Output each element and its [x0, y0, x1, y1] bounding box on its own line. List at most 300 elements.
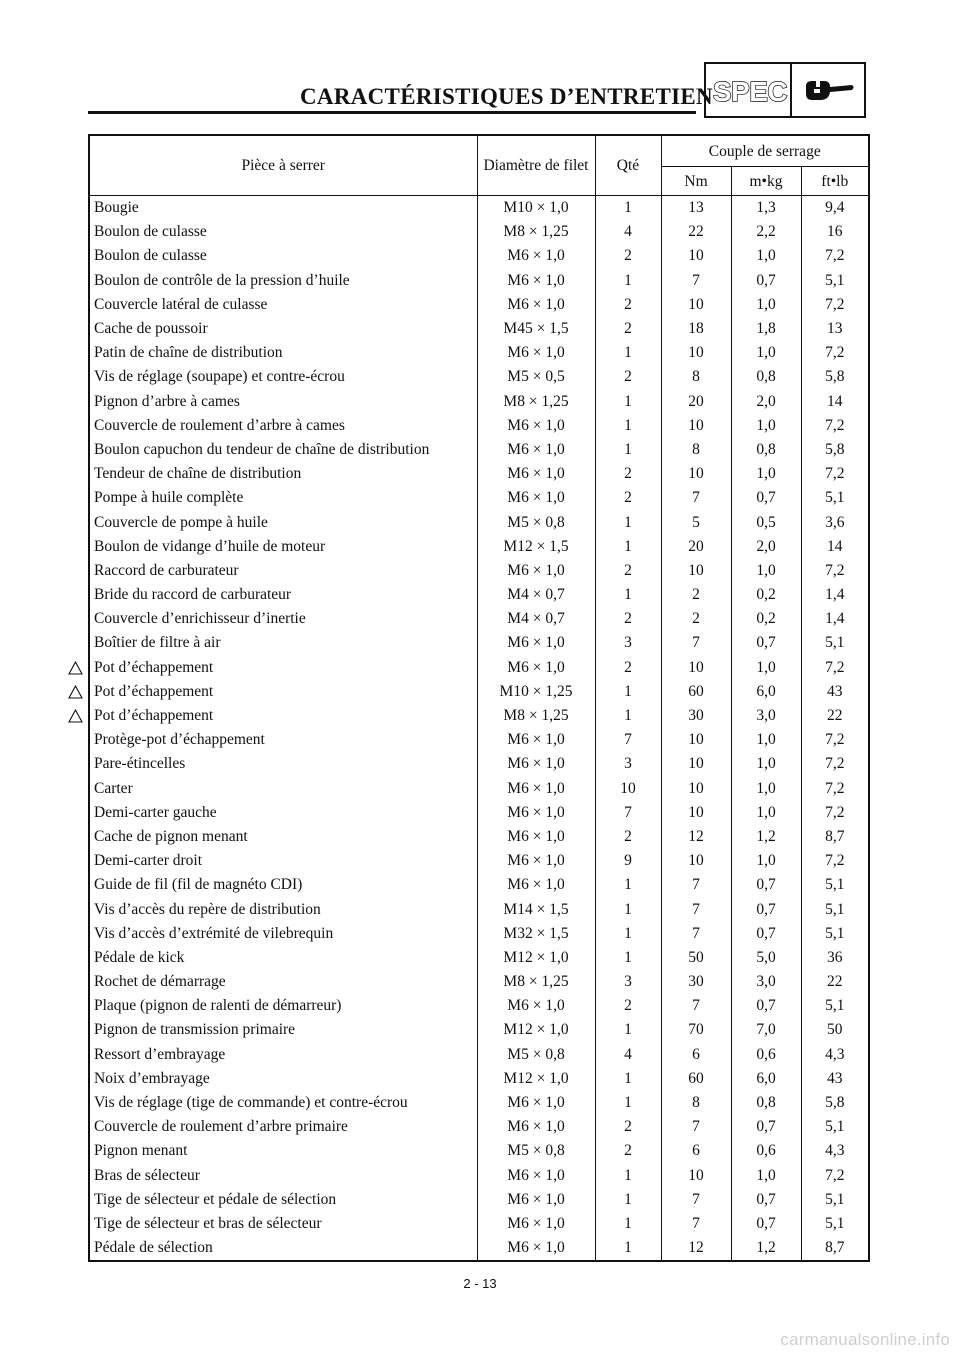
table-row [89, 1188, 869, 1212]
quantity-cell: 3 [595, 752, 661, 776]
quantity-cell: 1 [595, 390, 661, 414]
spec-badge-divider [790, 62, 792, 118]
torque-ftlb-cell: 1,4 [801, 583, 869, 607]
torque-nm-cell: 12 [661, 825, 731, 849]
table-row [89, 1115, 869, 1139]
thread-size-cell: M5 × 0,8 [477, 1139, 595, 1163]
part-name-cell: Vis d’accès du repère de distribution [89, 897, 477, 921]
quantity-cell: 1 [595, 414, 661, 438]
thread-size-cell: M6 × 1,0 [477, 293, 595, 317]
quantity-cell: 1 [595, 680, 661, 704]
thread-size-cell: M6 × 1,0 [477, 1188, 595, 1212]
part-name-cell: Boîtier de filtre à air [89, 631, 477, 655]
column-header-thread: Diamètre de filet [477, 135, 595, 196]
column-header-nm: Nm [661, 167, 731, 196]
part-name-cell: Boulon de vidange d’huile de moteur [89, 535, 477, 559]
torque-ftlb-cell: 7,2 [801, 801, 869, 825]
part-name-cell: Pédale de kick [89, 946, 477, 970]
quantity-cell: 1 [595, 583, 661, 607]
torque-nm-cell: 7 [661, 631, 731, 655]
thread-size-cell: M12 × 1,0 [477, 1018, 595, 1042]
torque-mkg-cell: 1,0 [731, 462, 801, 486]
thread-size-cell: M6 × 1,0 [477, 777, 595, 801]
torque-nm-cell: 7 [661, 922, 731, 946]
table-row [89, 244, 869, 268]
torque-mkg-cell: 1,3 [731, 196, 801, 221]
thread-size-cell: M6 × 1,0 [477, 994, 595, 1018]
thread-size-cell: M10 × 1,25 [477, 680, 595, 704]
torque-ftlb-cell: 8,7 [801, 825, 869, 849]
torque-mkg-cell: 0,7 [731, 486, 801, 510]
part-name-cell: Pot d’échappement [89, 656, 477, 680]
thread-size-cell: M12 × 1,0 [477, 946, 595, 970]
torque-nm-cell: 7 [661, 269, 731, 293]
torque-mkg-cell: 1,2 [731, 825, 801, 849]
part-name-cell: Tige de sélecteur et pédale de sélection [89, 1188, 477, 1212]
torque-mkg-cell: 0,6 [731, 1139, 801, 1163]
torque-nm-cell: 30 [661, 704, 731, 728]
torque-nm-cell: 10 [661, 801, 731, 825]
watermark: carmanualsonline.info [780, 1330, 950, 1349]
table-row [89, 922, 869, 946]
torque-nm-cell: 2 [661, 607, 731, 631]
quantity-cell: 1 [595, 1067, 661, 1091]
thread-size-cell: M5 × 0,5 [477, 365, 595, 389]
thread-size-cell: M6 × 1,0 [477, 1115, 595, 1139]
part-name-cell: Guide de fil (fil de magnéto CDI) [89, 873, 477, 897]
thread-size-cell: M6 × 1,0 [477, 1236, 595, 1261]
column-header-mkg: m•kg [731, 167, 801, 196]
table-row [89, 269, 869, 293]
part-name-cell: Patin de chaîne de distribution [89, 341, 477, 365]
torque-ftlb-cell: 7,2 [801, 559, 869, 583]
table-row [89, 1212, 869, 1236]
table-row [89, 897, 869, 921]
quantity-cell: 1 [595, 1018, 661, 1042]
part-name-cell: Carter [89, 777, 477, 801]
table-row [89, 777, 869, 801]
torque-nm-cell: 7 [661, 1188, 731, 1212]
quantity-cell: 7 [595, 728, 661, 752]
table-row [89, 825, 869, 849]
part-name-cell: Vis de réglage (soupape) et contre-écrou [89, 365, 477, 389]
quantity-cell: 4 [595, 1043, 661, 1067]
thread-size-cell: M5 × 0,8 [477, 1043, 595, 1067]
thread-size-cell: M6 × 1,0 [477, 656, 595, 680]
table-row [89, 438, 869, 462]
thread-size-cell: M6 × 1,0 [477, 825, 595, 849]
torque-mkg-cell: 0,8 [731, 1091, 801, 1115]
torque-nm-cell: 7 [661, 1212, 731, 1236]
part-name-cell: Couvercle latéral de culasse [89, 293, 477, 317]
torque-nm-cell: 10 [661, 656, 731, 680]
table-row [89, 849, 869, 873]
wrench-icon [804, 78, 856, 104]
part-name-cell: Pignon menant [89, 1139, 477, 1163]
torque-nm-cell: 10 [661, 462, 731, 486]
thread-size-cell: M6 × 1,0 [477, 801, 595, 825]
torque-nm-cell: 8 [661, 365, 731, 389]
table-row [89, 365, 869, 389]
torque-ftlb-cell: 5,1 [801, 922, 869, 946]
part-name-cell: Vis de réglage (tige de commande) et contre-écrou [89, 1091, 477, 1115]
part-name-cell: Couvercle d’enrichisseur d’inertie [89, 607, 477, 631]
spec-badge-label: SPEC [712, 76, 788, 107]
thread-size-cell: M6 × 1,0 [477, 1212, 595, 1236]
table-row [89, 414, 869, 438]
part-name-cell: Boulon de culasse [89, 244, 477, 268]
quantity-cell: 3 [595, 631, 661, 655]
torque-nm-cell: 7 [661, 994, 731, 1018]
quantity-cell: 1 [595, 1164, 661, 1188]
quantity-cell: 1 [595, 873, 661, 897]
quantity-cell: 1 [595, 1188, 661, 1212]
torque-ftlb-cell: 7,2 [801, 293, 869, 317]
part-name-cell: Bride du raccord de carburateur [89, 583, 477, 607]
torque-mkg-cell: 0,7 [731, 1115, 801, 1139]
torque-nm-cell: 6 [661, 1043, 731, 1067]
table-row [89, 535, 869, 559]
part-name-cell: Tendeur de chaîne de distribution [89, 462, 477, 486]
torque-mkg-cell: 0,7 [731, 897, 801, 921]
thread-size-cell: M6 × 1,0 [477, 1164, 595, 1188]
torque-nm-cell: 60 [661, 680, 731, 704]
torque-ftlb-cell: 9,4 [801, 196, 869, 221]
torque-nm-cell: 10 [661, 728, 731, 752]
thread-size-cell: M8 × 1,25 [477, 970, 595, 994]
torque-ftlb-cell: 1,4 [801, 607, 869, 631]
torque-nm-cell: 8 [661, 438, 731, 462]
part-name-cell: Boulon capuchon du tendeur de chaîne de distribution [89, 438, 477, 462]
table-row [89, 680, 869, 704]
torque-ftlb-cell: 5,1 [801, 1212, 869, 1236]
thread-size-cell: M32 × 1,5 [477, 922, 595, 946]
quantity-cell: 1 [595, 897, 661, 921]
torque-ftlb-cell: 7,2 [801, 777, 869, 801]
thread-size-cell: M6 × 1,0 [477, 728, 595, 752]
torque-mkg-cell: 1,2 [731, 1236, 801, 1261]
table-row [89, 390, 869, 414]
torque-ftlb-cell: 13 [801, 317, 869, 341]
torque-nm-cell: 5 [661, 510, 731, 534]
column-header-torque: Couple de serrage [661, 135, 869, 167]
thread-size-cell: M14 × 1,5 [477, 897, 595, 921]
torque-ftlb-cell: 50 [801, 1018, 869, 1042]
torque-mkg-cell: 1,0 [731, 752, 801, 776]
quantity-cell: 2 [595, 486, 661, 510]
table-row [89, 559, 869, 583]
torque-mkg-cell: 0,2 [731, 583, 801, 607]
part-name-cell: Bougie [89, 196, 477, 221]
torque-spec-table [88, 134, 870, 1262]
torque-mkg-cell: 2,2 [731, 220, 801, 244]
torque-ftlb-cell: 3,6 [801, 510, 869, 534]
thread-size-cell: M8 × 1,25 [477, 220, 595, 244]
torque-ftlb-cell: 43 [801, 1067, 869, 1091]
quantity-cell: 1 [595, 535, 661, 559]
triangle-marker-icon [68, 709, 83, 723]
table-row [89, 510, 869, 534]
torque-ftlb-cell: 5,1 [801, 631, 869, 655]
torque-ftlb-cell: 43 [801, 680, 869, 704]
torque-nm-cell: 10 [661, 849, 731, 873]
torque-ftlb-cell: 8,7 [801, 1236, 869, 1261]
header-rule [88, 111, 696, 114]
torque-mkg-cell: 0,7 [731, 269, 801, 293]
table-body [89, 196, 869, 1262]
part-name-cell: Pignon de transmission primaire [89, 1018, 477, 1042]
quantity-cell: 2 [595, 656, 661, 680]
table-row [89, 1091, 869, 1115]
table-row [89, 607, 869, 631]
table-row [89, 486, 869, 510]
torque-mkg-cell: 0,8 [731, 365, 801, 389]
torque-ftlb-cell: 5,8 [801, 438, 869, 462]
table-row [89, 656, 869, 680]
torque-mkg-cell: 1,0 [731, 341, 801, 365]
thread-size-cell: M8 × 1,25 [477, 390, 595, 414]
table-row [89, 873, 869, 897]
thread-size-cell: M6 × 1,0 [477, 752, 595, 776]
torque-ftlb-cell: 5,1 [801, 486, 869, 510]
quantity-cell: 2 [595, 559, 661, 583]
part-name-cell: Demi-carter droit [89, 849, 477, 873]
table-row [89, 994, 869, 1018]
torque-mkg-cell: 0,2 [731, 607, 801, 631]
quantity-cell: 9 [595, 849, 661, 873]
torque-nm-cell: 10 [661, 244, 731, 268]
quantity-cell: 1 [595, 1236, 661, 1261]
thread-size-cell: M12 × 1,5 [477, 535, 595, 559]
table-row [89, 220, 869, 244]
quantity-cell: 2 [595, 293, 661, 317]
table-row [89, 341, 869, 365]
part-name-cell: Couvercle de roulement d’arbre primaire [89, 1115, 477, 1139]
quantity-cell: 2 [595, 462, 661, 486]
part-name-cell: Ressort d’embrayage [89, 1043, 477, 1067]
table-row [89, 1043, 869, 1067]
quantity-cell: 1 [595, 510, 661, 534]
torque-mkg-cell: 1,8 [731, 317, 801, 341]
part-name-cell: Pot d’échappement [89, 704, 477, 728]
torque-mkg-cell: 0,7 [731, 994, 801, 1018]
torque-mkg-cell: 3,0 [731, 704, 801, 728]
quantity-cell: 2 [595, 1139, 661, 1163]
torque-mkg-cell: 0,7 [731, 631, 801, 655]
quantity-cell: 1 [595, 269, 661, 293]
table-row [89, 970, 869, 994]
torque-mkg-cell: 1,0 [731, 728, 801, 752]
torque-nm-cell: 20 [661, 390, 731, 414]
torque-ftlb-cell: 36 [801, 946, 869, 970]
quantity-cell: 2 [595, 244, 661, 268]
quantity-cell: 1 [595, 946, 661, 970]
table-row [89, 196, 869, 221]
page-title: CARACTÉRISTIQUES D’ENTRETIEN [300, 84, 713, 109]
triangle-marker-icon [68, 685, 83, 699]
thread-size-cell: M5 × 0,8 [477, 510, 595, 534]
torque-ftlb-cell: 5,1 [801, 269, 869, 293]
torque-ftlb-cell: 5,1 [801, 994, 869, 1018]
torque-ftlb-cell: 7,2 [801, 752, 869, 776]
torque-ftlb-cell: 5,1 [801, 1115, 869, 1139]
part-name-cell: Bras de sélecteur [89, 1164, 477, 1188]
torque-nm-cell: 10 [661, 293, 731, 317]
torque-ftlb-cell: 4,3 [801, 1139, 869, 1163]
part-name-cell: Protège-pot d’échappement [89, 728, 477, 752]
part-name-cell: Cache de pignon menant [89, 825, 477, 849]
thread-size-cell: M4 × 0,7 [477, 583, 595, 607]
torque-mkg-cell: 0,6 [731, 1043, 801, 1067]
torque-nm-cell: 10 [661, 777, 731, 801]
quantity-cell: 1 [595, 196, 661, 221]
torque-nm-cell: 7 [661, 897, 731, 921]
torque-ftlb-cell: 7,2 [801, 849, 869, 873]
quantity-cell: 1 [595, 922, 661, 946]
torque-mkg-cell: 1,0 [731, 801, 801, 825]
torque-mkg-cell: 5,0 [731, 946, 801, 970]
torque-ftlb-cell: 5,1 [801, 873, 869, 897]
thread-size-cell: M6 × 1,0 [477, 462, 595, 486]
torque-nm-cell: 7 [661, 873, 731, 897]
thread-size-cell: M6 × 1,0 [477, 244, 595, 268]
torque-ftlb-cell: 22 [801, 970, 869, 994]
table-row [89, 1164, 869, 1188]
thread-size-cell: M6 × 1,0 [477, 414, 595, 438]
table-row [89, 801, 869, 825]
torque-nm-cell: 70 [661, 1018, 731, 1042]
thread-size-cell: M45 × 1,5 [477, 317, 595, 341]
thread-size-cell: M6 × 1,0 [477, 873, 595, 897]
torque-mkg-cell: 6,0 [731, 680, 801, 704]
torque-mkg-cell: 0,7 [731, 1212, 801, 1236]
torque-ftlb-cell: 7,2 [801, 1164, 869, 1188]
torque-nm-cell: 2 [661, 583, 731, 607]
part-name-cell: Raccord de carburateur [89, 559, 477, 583]
torque-mkg-cell: 2,0 [731, 535, 801, 559]
thread-size-cell: M6 × 1,0 [477, 486, 595, 510]
part-name-cell: Pompe à huile complète [89, 486, 477, 510]
part-name-cell: Couvercle de pompe à huile [89, 510, 477, 534]
torque-mkg-cell: 0,7 [731, 922, 801, 946]
torque-nm-cell: 12 [661, 1236, 731, 1261]
triangle-marker-icon [68, 661, 83, 675]
quantity-cell: 1 [595, 704, 661, 728]
table-row [89, 752, 869, 776]
quantity-cell: 7 [595, 801, 661, 825]
torque-nm-cell: 6 [661, 1139, 731, 1163]
torque-ftlb-cell: 7,2 [801, 244, 869, 268]
quantity-cell: 1 [595, 341, 661, 365]
thread-size-cell: M6 × 1,0 [477, 849, 595, 873]
quantity-cell: 2 [595, 365, 661, 389]
torque-mkg-cell: 1,0 [731, 293, 801, 317]
quantity-cell: 1 [595, 438, 661, 462]
torque-mkg-cell: 1,0 [731, 244, 801, 268]
thread-size-cell: M10 × 1,0 [477, 196, 595, 221]
part-name-cell: Cache de poussoir [89, 317, 477, 341]
part-name-cell: Tige de sélecteur et bras de sélecteur [89, 1212, 477, 1236]
torque-mkg-cell: 0,7 [731, 873, 801, 897]
quantity-cell: 2 [595, 825, 661, 849]
table-row [89, 1236, 869, 1261]
torque-mkg-cell: 3,0 [731, 970, 801, 994]
table-row [89, 704, 869, 728]
torque-mkg-cell: 2,0 [731, 390, 801, 414]
part-name-cell: Noix d’embrayage [89, 1067, 477, 1091]
part-name-cell: Demi-carter gauche [89, 801, 477, 825]
torque-nm-cell: 60 [661, 1067, 731, 1091]
torque-nm-cell: 10 [661, 559, 731, 583]
torque-mkg-cell: 7,0 [731, 1018, 801, 1042]
part-name-cell: Pare-étincelles [89, 752, 477, 776]
part-name-cell: Pédale de sélection [89, 1236, 477, 1261]
torque-nm-cell: 30 [661, 970, 731, 994]
torque-nm-cell: 10 [661, 341, 731, 365]
part-name-cell: Vis d’accès d’extrémité de vilebrequin [89, 922, 477, 946]
thread-size-cell: M6 × 1,0 [477, 438, 595, 462]
torque-mkg-cell: 1,0 [731, 1164, 801, 1188]
table-row [89, 631, 869, 655]
table-row [89, 317, 869, 341]
torque-ftlb-cell: 5,8 [801, 365, 869, 389]
table-row [89, 1067, 869, 1091]
torque-ftlb-cell: 14 [801, 390, 869, 414]
torque-ftlb-cell: 7,2 [801, 728, 869, 752]
torque-mkg-cell: 1,0 [731, 414, 801, 438]
part-name-cell: Couvercle de roulement d’arbre à cames [89, 414, 477, 438]
torque-ftlb-cell: 4,3 [801, 1043, 869, 1067]
torque-nm-cell: 22 [661, 220, 731, 244]
torque-nm-cell: 13 [661, 196, 731, 221]
torque-nm-cell: 7 [661, 486, 731, 510]
torque-mkg-cell: 1,0 [731, 656, 801, 680]
torque-nm-cell: 20 [661, 535, 731, 559]
table-row [89, 583, 869, 607]
part-name-cell: Pot d’échappement [89, 680, 477, 704]
thread-size-cell: M8 × 1,25 [477, 704, 595, 728]
table-row [89, 946, 869, 970]
torque-ftlb-cell: 7,2 [801, 462, 869, 486]
part-name-cell: Boulon de contrôle de la pression d’huile [89, 269, 477, 293]
part-name-cell: Rochet de démarrage [89, 970, 477, 994]
quantity-cell: 2 [595, 317, 661, 341]
torque-nm-cell: 7 [661, 1115, 731, 1139]
quantity-cell: 2 [595, 607, 661, 631]
table-row [89, 293, 869, 317]
quantity-cell: 2 [595, 1115, 661, 1139]
thread-size-cell: M12 × 1,0 [477, 1067, 595, 1091]
part-name-cell: Pignon d’arbre à cames [89, 390, 477, 414]
torque-ftlb-cell: 5,8 [801, 1091, 869, 1115]
table-row [89, 1018, 869, 1042]
torque-ftlb-cell: 7,2 [801, 414, 869, 438]
quantity-cell: 1 [595, 1212, 661, 1236]
thread-size-cell: M6 × 1,0 [477, 631, 595, 655]
torque-mkg-cell: 0,5 [731, 510, 801, 534]
quantity-cell: 10 [595, 777, 661, 801]
torque-mkg-cell: 1,0 [731, 559, 801, 583]
torque-mkg-cell: 6,0 [731, 1067, 801, 1091]
torque-nm-cell: 10 [661, 752, 731, 776]
torque-nm-cell: 50 [661, 946, 731, 970]
quantity-cell: 4 [595, 220, 661, 244]
table-row [89, 462, 869, 486]
column-header-ftlb: ft•lb [801, 167, 869, 196]
torque-nm-cell: 10 [661, 414, 731, 438]
torque-ftlb-cell: 7,2 [801, 656, 869, 680]
column-header-qty: Qté [595, 135, 661, 196]
